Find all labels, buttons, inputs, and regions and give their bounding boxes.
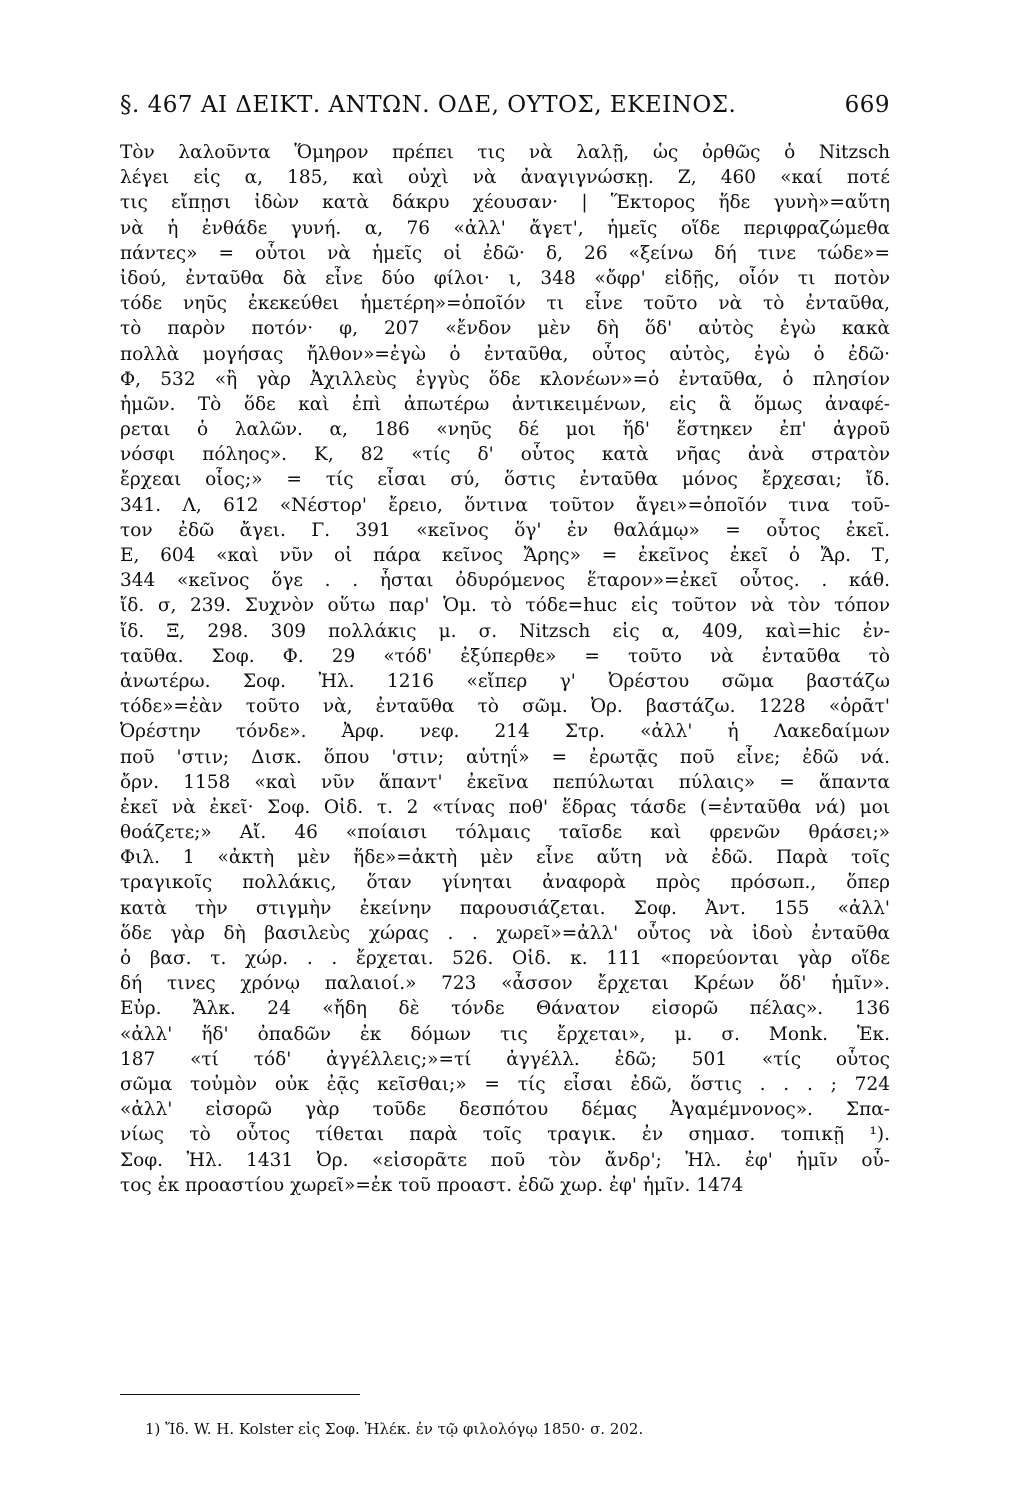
text-line: ἴδ. σ, 239. Συχνὸν οὕτω παρ' Ὁμ. τὸ τόδε=huc εἰς τοῦτον νὰ τὸν τόπον — [120, 595, 890, 617]
header-title: §. 467 ΑΙ ΔΕΙΚΤ. ΑΝΤΩΝ. ΟΔΕ, ΟΥΤΟΣ, ΕΚΕΙΝΟΣ. — [120, 92, 737, 118]
text-line: κατὰ τὴν στιγμὴν ἐκείνην παρουσιάζεται. Σοφ. Ἀντ. 155 «ἀλλ' — [120, 897, 890, 919]
text-line: Τὸν λαλοῦντα Ὅμηρον πρέπει τις νὰ λαλῇ, ὡς ὀρθῶς ὁ Nitzsch — [120, 142, 890, 163]
text-line: Φιλ. 1 «ἀκτὴ μὲν ἥδε»=ἀκτὴ μὲν εἶνε αὕτη νὰ ἐδῶ. Παρὰ τοῖς — [120, 847, 890, 869]
text-line: ποῦ 'στιν; Δισκ. ὅπου 'στιν; αὑτηΐ» = ἐρωτᾷς ποῦ εἶνε; ἐδῶ νά. — [120, 746, 890, 768]
text-line: Σοφ. Ἠλ. 1431 Ὀρ. «εἰσορᾶτε ποῦ τὸν ἄνδρ'; Ἠλ. ἐφ' ἡμῖν οὗ- — [120, 1149, 890, 1171]
text-line: 344 «κεῖνος ὅγε . . ἧσται ὀδυρόμενος ἕταρον»=ἐκεῖ οὗτος. . κάθ. — [120, 570, 890, 592]
text-line: «ἀλλ' εἰσορῶ γὰρ τοῦδε δεσπότου δέμας Ἀγαμέμνονος». Σπα- — [120, 1099, 890, 1121]
text-line: «ἀλλ' ἥδ' ὀπαδῶν ἐκ δόμων τις ἔρχεται», μ. σ. Monk. Ἑκ. — [120, 1023, 890, 1045]
text-line: τον ἐδῶ ἄγει. Γ. 391 «κεῖνος ὅγ' ἐν θαλάμῳ» = οὗτος ἐκεῖ. — [120, 519, 890, 541]
text-line: ἔρχεαι οἷος;» = τίς εἶσαι σύ, ὅστις ἐνταῦθα μόνος ἔρχεσαι; ἴδ. — [120, 469, 890, 491]
text-line: δή τινες χρόνῳ παλαιοί.» 723 «ἆσσον ἔρχεται Κρέων ὅδ' ἡμῖν». — [120, 973, 890, 995]
body-text — [120, 140, 890, 1198]
text-line: ἰδού, ἐνταῦθα δὰ εἶνε δύο φίλοι· ι, 348 «ὄφρ' εἰδῇς, οἷόν τι ποτὸν — [120, 267, 890, 289]
footnote: 1) Ἴδ. W. H. Kolster εἰς Σοφ. Ἠλέκ. ἐν τῷ φιλολόγῳ 1850· σ. 202. — [145, 1420, 644, 1438]
text-line: τραγικοῖς πολλάκις, ὅταν γίνηται ἀναφορὰ πρὸς πρόσωπ., ὅπερ — [120, 872, 890, 894]
text-line: τὸ παρὸν ποτόν· φ, 207 «ἔνδον μὲν δὴ ὅδ' αὐτὸς ἐγὼ κακὰ — [120, 318, 890, 340]
running-header — [120, 92, 890, 118]
text-line: ἐκεῖ νὰ ἐκεῖ· Σοφ. Οἰδ. τ. 2 «τίνας ποθ' ἕδρας τάσδε (=ἐνταῦθα νά) μοι — [120, 796, 890, 818]
text-line: νὰ ἡ ἐνθάδε γυνή. α, 76 «ἀλλ' ἄγετ', ἡμεῖς οἵδε περιφραζώμεθα — [120, 217, 890, 239]
text-line: τος ἐκ προαστίου χωρεῖ»=ἐκ τοῦ προαστ. ἐδῶ χωρ. ἐφ' ἡμῖν. 1474 — [120, 1174, 744, 1196]
text-line: τόδε νηῦς ἐκεκεύθει ἡμετέρη»=ὁποῖόν τι εἶνε τοῦτο νὰ τὸ ἐνταῦθα, — [120, 293, 890, 315]
text-line: ὁ βασ. τ. χώρ. . . ἔρχεται. 526. Οἰδ. κ. 111 «πορεύονται γὰρ οἵδε — [120, 948, 890, 969]
text-line: πάντες» = οὗτοι νὰ ἡμεῖς οἱ ἐδῶ· δ, 26 «ξείνω δή τινε τώδε»= — [120, 242, 890, 264]
text-line: σῶμα τοὐμὸν οὐκ ἐᾷς κεῖσθαι;» = τίς εἶσαι ἐδῶ, ὅστις . . . ; 724 — [120, 1073, 890, 1095]
text-line: νόσφι πόληος». Κ, 82 «τίς δ' οὗτος κατὰ νῆας ἀνὰ στρατὸν — [120, 444, 890, 466]
text-line: ἡμῶν. Τὸ ὅδε καὶ ἐπὶ ἀπωτέρω ἀντικειμένων, εἰς ἃ ὅμως ἀναφέ- — [120, 393, 890, 415]
text-line: θοάζετε;» Αἴ. 46 «ποίαισι τόλμαις ταῖσδε καὶ φρενῶν θράσει;» — [120, 822, 890, 844]
text-line: λέγει εἰς α, 185, καὶ οὐχὶ νὰ ἀναγιγνώσκῃ. Ζ, 460 «καί ποτέ — [120, 167, 890, 189]
text-line: ταῦθα. Σοφ. Φ. 29 «τόδ' ἐξύπερθε» = τοῦτο νὰ ἐνταῦθα τὸ — [120, 645, 890, 667]
text-line: ὅδε γὰρ δὴ βασιλεὺς χώρας . . χωρεῖ»=ἀλλ' οὗτος νὰ ἰδοὺ ἐνταῦθα — [120, 922, 890, 944]
text-line: Ὀρέστην τόνδε». Ἀρφ. νεφ. 214 Στρ. «ἀλλ' ἡ Λακεδαίμων — [120, 721, 890, 743]
text-line: πολλὰ μογήσας ἤλθον»=ἐγὼ ὁ ἐνταῦθα, οὗτος αὐτὸς, ἐγὼ ὁ ἐδῶ· — [120, 343, 890, 365]
text-line: Φ, 532 «ἢ γὰρ Ἀχιλλεὺς ἐγγὺς ὅδε κλονέων»=ὁ ἐνταῦθα, ὁ πλησίον — [120, 368, 890, 390]
text-line: ἀνωτέρω. Σοφ. Ἠλ. 1216 «εἴπερ γ' Ὀρέστου σῶμα βαστάζω — [120, 670, 890, 692]
text-line: νίως τὸ οὗτος τίθεται παρὰ τοῖς τραγικ. ἐν σημασ. τοπικῇ ¹). — [120, 1124, 890, 1146]
page-number: 669 — [844, 92, 890, 118]
footnote-rule — [120, 1394, 360, 1395]
text-line: 187 «τί τόδ' ἀγγέλλεις;»=τί ἀγγέλλ. ἐδῶ; 501 «τίς οὗτος — [120, 1048, 890, 1070]
text-line: ρεται ὁ λαλῶν. α, 186 «νηῦς δέ μοι ἥδ' ἕστηκεν ἐπ' ἀγροῦ — [120, 419, 890, 441]
text-line: Εὐρ. Ἄλκ. 24 «ἤδη δὲ τόνδε Θάνατον εἰσορῶ πέλας». 136 — [120, 998, 890, 1020]
text-line: ὄρν. 1158 «καὶ νῦν ἅπαντ' ἐκεῖνα πεπύλωται πύλαις» = ἅπαντα — [120, 771, 890, 793]
text-line: 341. Λ, 612 «Νέστορ' ἔρειο, ὅντινα τοῦτον ἄγει»=ὁποῖόν τινα τοῦ- — [120, 494, 890, 516]
text-line: ἴδ. Ξ, 298. 309 πολλάκις μ. σ. Nitzsch εἰς α, 409, καὶ=hic ἐν- — [120, 620, 890, 642]
text-line: Ε, 604 «καὶ νῦν οἱ πάρα κεῖνος Ἄρης» = ἐκεῖνος ἐκεῖ ὁ Ἄρ. Τ, — [120, 545, 890, 566]
text-line: τόδε»=ἐὰν τοῦτο νὰ, ἐνταῦθα τὸ σῶμ. Ὀρ. βαστάζω. 1228 «ὁρᾶτ' — [120, 696, 890, 718]
text-line: τις εἴπῃσι ἰδὼν κατὰ δάκρυ χέουσαν· | Ἕκτορος ἥδε γυνὴ»=αὕτη — [120, 192, 890, 214]
